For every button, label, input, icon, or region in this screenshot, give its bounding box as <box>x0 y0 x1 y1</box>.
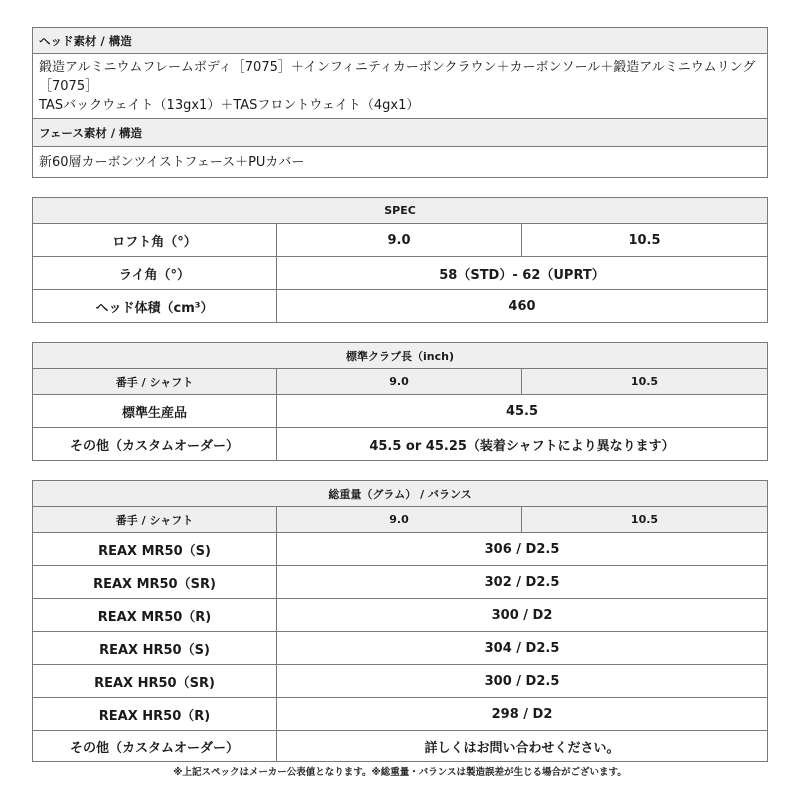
shaft-name: その他（カスタムオーダー） <box>33 731 277 762</box>
spec-table <box>32 197 768 323</box>
shaft-name: REAX HR50（SR) <box>33 665 277 698</box>
table-row <box>33 632 768 665</box>
weight-section <box>32 480 768 762</box>
weight-col-b: 10.5 <box>522 507 768 533</box>
head-material-value <box>33 54 768 119</box>
length-std-value: 45.5 <box>277 395 768 428</box>
weight-balance-value: 300 / D2.5 <box>277 665 768 698</box>
shaft-name: REAX HR50（S) <box>33 632 277 665</box>
loft-value-a: 9.0 <box>277 224 522 257</box>
weight-title: 総重量（グラム） / バランス <box>33 481 768 507</box>
weight-table <box>32 480 768 762</box>
length-title: 標準クラブ長（inch) <box>33 343 768 369</box>
length-table <box>32 342 768 461</box>
weight-balance-value: 302 / D2.5 <box>277 566 768 599</box>
table-row <box>33 731 768 762</box>
loft-value-b: 10.5 <box>522 224 768 257</box>
length-custom-label: その他（カスタムオーダー） <box>33 428 277 461</box>
face-material-label: フェース素材 / 構造 <box>33 119 768 147</box>
lie-label: ライ角（°） <box>33 257 277 290</box>
volume-value: 460 <box>277 290 768 323</box>
shaft-name: REAX MR50（R) <box>33 599 277 632</box>
head-material-line2: TASバックウェイト（13gx1）＋TASフロントウェイト（4gx1） <box>39 97 420 113</box>
weight-col-label: 番手 / シャフト <box>33 507 277 533</box>
length-custom-value: 45.5 or 45.25（装着シャフトにより異なります） <box>277 428 768 461</box>
weight-balance-value: 詳しくはお問い合わせください。 <box>277 731 768 762</box>
table-row <box>33 566 768 599</box>
volume-label: ヘッド体積（cm³） <box>33 290 277 323</box>
length-col-label: 番手 / シャフト <box>33 369 277 395</box>
spec-section <box>32 197 768 323</box>
weight-balance-value: 298 / D2 <box>277 698 768 731</box>
head-material-line1: 鍛造アルミニウムフレームボディ［7075］＋インフィニティカーボンクラウン＋カーボンソール＋鍛造アルミニウムリング［7075］ <box>39 59 756 94</box>
length-col-b: 10.5 <box>522 369 768 395</box>
shaft-name: REAX MR50（SR) <box>33 566 277 599</box>
weight-balance-value: 304 / D2.5 <box>277 632 768 665</box>
length-section <box>32 342 768 461</box>
table-row <box>33 665 768 698</box>
length-col-a: 9.0 <box>277 369 522 395</box>
lie-value: 58（STD）- 62（UPRT） <box>277 257 768 290</box>
table-row <box>33 533 768 566</box>
footnote: ※上記スペックはメーカー公表値となります。※総重量・バランスは製造誤差が生じる場合がございます。 <box>173 767 627 778</box>
table-row <box>33 599 768 632</box>
loft-label: ロフト角（°） <box>33 224 277 257</box>
head-material-label: ヘッド素材 / 構造 <box>33 28 768 54</box>
spec-title: SPEC <box>33 198 768 224</box>
material-section <box>32 27 768 178</box>
table-row <box>33 698 768 731</box>
material-table <box>32 27 768 178</box>
length-std-label: 標準生産品 <box>33 395 277 428</box>
weight-col-a: 9.0 <box>277 507 522 533</box>
face-material-value: 新60層カーボンツイストフェース＋PUカバー <box>33 147 768 178</box>
weight-balance-value: 306 / D2.5 <box>277 533 768 566</box>
weight-balance-value: 300 / D2 <box>277 599 768 632</box>
shaft-name: REAX MR50（S) <box>33 533 277 566</box>
shaft-name: REAX HR50（R) <box>33 698 277 731</box>
